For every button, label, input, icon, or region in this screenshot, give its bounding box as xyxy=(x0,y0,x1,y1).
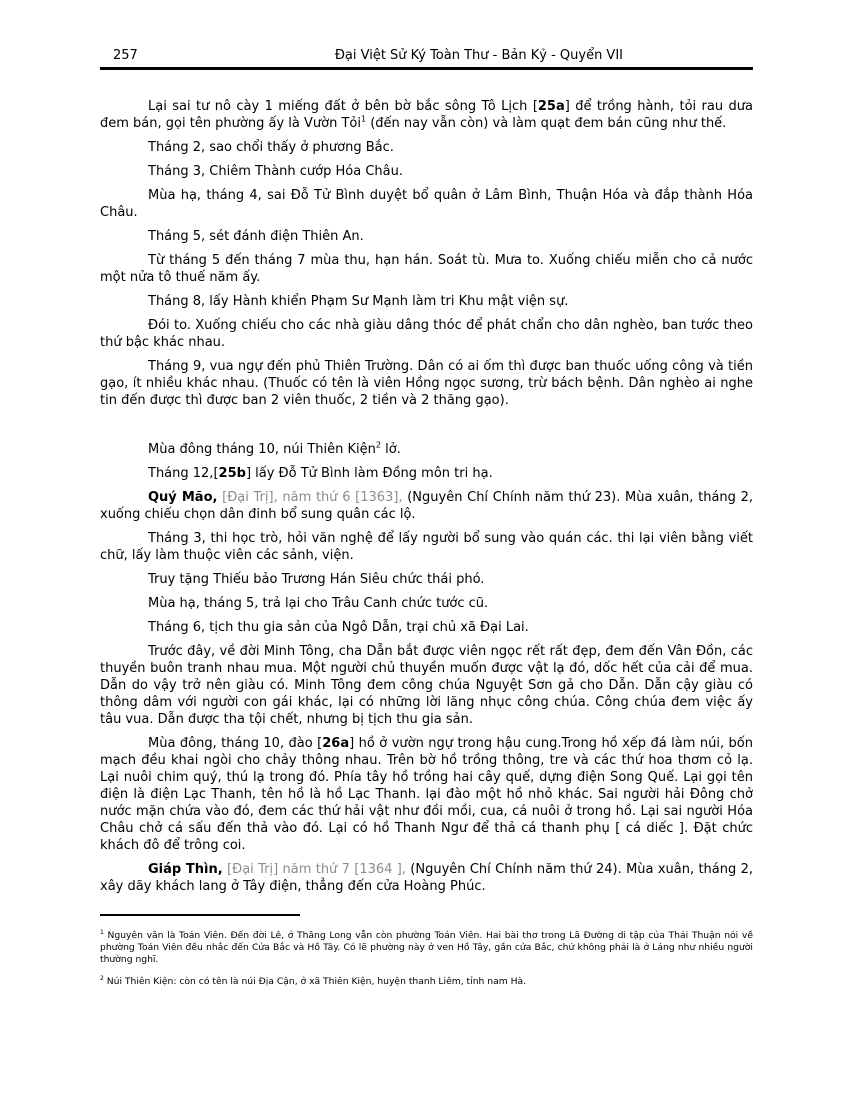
year-entry: Quý Mão, [Đại Trị], năm thứ 6 [1363], (Nguyên Chí Chính năm thứ 23). Mùa xuân, tháng 2, xuống chiếu chọn dân đinh bổ sung quân các lộ. xyxy=(100,490,753,522)
paragraph: Từ tháng 5 đến tháng 7 mùa thu, hạn hán. Soát tù. Mưa to. Xuống chiếu miễn cho cả nước một nửa tô thuế năm ấy. xyxy=(100,253,753,285)
footnote-number: 1 xyxy=(100,928,104,936)
footnote: $^1$ Nguyên văn là Toán Viên. Đến đời Lê, ở Thăng Long vẫn còn phường Toán Viên. Hai bài thơ trong Lã Đường di tập của Thái Thuận nói về phường Toán Viên đều nhắc đến Cửa Bắc và Hồ Tây. Có lẽ phường này ở ven Hồ Tây, gần cửa Bắc, chứ không phải là ở Láng như nhiều người thường nghĩ. xyxy=(100,928,753,965)
footnote-number: 2 xyxy=(100,974,104,982)
paragraph: Trước đây, về đời Minh Tông, cha Dẫn bắt được viên ngọc rết rất đẹp, đem đến Vân Đồn, các thuyền buôn tranh nhau mua. Một người chủ thuyền muốn được vật lạ đó, dốc hết của cải để mua. Dẫn do vậy trở nên giàu có. Minh Tông đem công chúa Nguyệt Sơn gả cho Dẫn. Dẫn cậy giàu có thông dâm với người con gái khác, lại có những lời lăng nhục công chúa. Công chúa đem việc ấy tâu vua. Dẫn được tha tội chết, nhưng bị tịch thu gia sản. xyxy=(100,644,753,727)
reign-note: [Đại Trị], năm thứ 6 [1363], xyxy=(217,490,403,505)
header-rule xyxy=(100,67,753,70)
year-name: Quý Mão, xyxy=(148,490,218,505)
year-entry: Giáp Thìn, [Đại Trị] năm thứ 7 [1364 ], (Nguyên Chí Chính năm thứ 24). Mùa xuân, tháng 2, xây dãy khách lang ở Tây điện, thẳng đến cửa Hoàng Phúc. xyxy=(100,862,753,894)
paragraph: Tháng 5, sét đánh điện Thiên An. xyxy=(148,229,364,244)
paragraph: Tháng 12,[25b] lấy Đỗ Tử Bình làm Đồng môn tri hạ. xyxy=(148,466,493,481)
page-reference: 25a xyxy=(537,99,565,114)
footnote-marker: 1 xyxy=(360,114,367,124)
paragraph: Mùa đông, tháng 10, đào [26a] hồ ở vườn ngự trong hậu cung.Trong hồ xếp đá làm núi, bốn mạch đều khai ngòi cho chảy thông nhau. Trên bờ hồ trồng thông, tre và các thứ hoa thơm cỏ lạ. Lại nuôi chim quý, thú lạ trong đó. Phía tây hồ trồng hai cây quế, dựng điện Song Quế. Lại gọi tên điện là điện Lạc Thanh, tên hồ là hồ Lạc Thanh. lại đào một hồ nhỏ khác. Sai người hải Đông chở nước mặn chứa vào đó, đem các thứ hải vật như đồi mồi, cua, cá nuôi ở trong hồ. Lại sai người Hóa Châu chở cá sấu đến thả vào đó. Lại có hồ Thanh Ngư để thả cá thanh phụ [ cá diếc ]. Đặt chức khách đô để trông coi. xyxy=(100,736,753,853)
reign-note: [Đại Trị] năm thứ 7 [1364 ], xyxy=(222,862,406,877)
paragraph: Mùa hạ, tháng 5, trả lại cho Trâu Canh chức tước cũ. xyxy=(148,596,489,611)
paragraph: Tháng 8, lấy Hành khiển Phạm Sư Mạnh làm tri Khu mật viện sự. xyxy=(148,294,569,309)
paragraph: Tháng 6, tịch thu gia sản của Ngô Dẫn, trại chủ xã Đại Lai. xyxy=(148,620,529,635)
page-reference: 26a xyxy=(322,736,350,751)
footnote-separator xyxy=(100,914,300,916)
paragraph: Mùa hạ, tháng 4, sai Đỗ Tử Bình duyệt bổ quân ở Lâm Bình, Thuận Hóa và đắp thành Hóa Châu. xyxy=(100,188,753,220)
paragraph: Tháng 9, vua ngự đến phủ Thiên Trường. Dân có ai ốm thì được ban thuốc uống công và tiền gạo, ít nhiều khác nhau. (Thuốc có tên là viên Hồng ngọc sương, trừ bách bệnh. Dân nghèo ai nghe tin đến được thì được ban 2 viên thuốc, 2 tiền và 2 thăng gạo). xyxy=(100,359,753,408)
paragraph: Mùa đông tháng 10, núi Thiên Kiện$^2$ lở. xyxy=(148,440,401,457)
paragraph: Tháng 3, thi học trò, hỏi văn nghệ để lấy người bổ sung vào quán các. thi lại viên bằng viết chữ, lấy làm thuộc viên các sảnh, viện. xyxy=(100,531,753,563)
page-number: 257 xyxy=(113,48,138,63)
year-name: Giáp Thìn, xyxy=(148,862,223,877)
footnotes xyxy=(100,930,753,998)
page-reference: 25b xyxy=(218,466,246,481)
paragraph: Lại sai tư nô cày 1 miếng đất ở bên bờ bắc sông Tô Lịch [25a] để trồng hành, tỏi rau dưa đem bán, gọi tên phường ấy là Vườn Tỏi$^1$ (đến nay vẫn còn) và làm quạt đem bán cũng như thế. xyxy=(100,99,753,131)
paragraph: Tháng 2, sao chổi thấy ở phương Bắc. xyxy=(148,140,394,155)
paragraph: Tháng 3, Chiêm Thành cướp Hóa Châu. xyxy=(148,164,403,179)
footnote: $^2$ Núi Thiên Kiện: còn có tên là núi Địa Cận, ở xã Thiên Kiện, huyện thanh Liêm, tỉnh nam Hà. xyxy=(100,974,527,987)
running-title: Đại Việt Sử Ký Toàn Thư - Bản Kỷ - Quyển VII xyxy=(334,48,623,63)
paragraph: Truy tặng Thiếu bảo Trương Hán Siêu chức thái phó. xyxy=(148,572,485,587)
footnote-marker: 2 xyxy=(375,440,381,450)
body-text xyxy=(100,98,753,902)
paragraph: Đói to. Xuống chiếu cho các nhà giàu dâng thóc để phát chẩn cho dân nghèo, ban tước theo thứ bậc khác nhau. xyxy=(100,318,753,350)
